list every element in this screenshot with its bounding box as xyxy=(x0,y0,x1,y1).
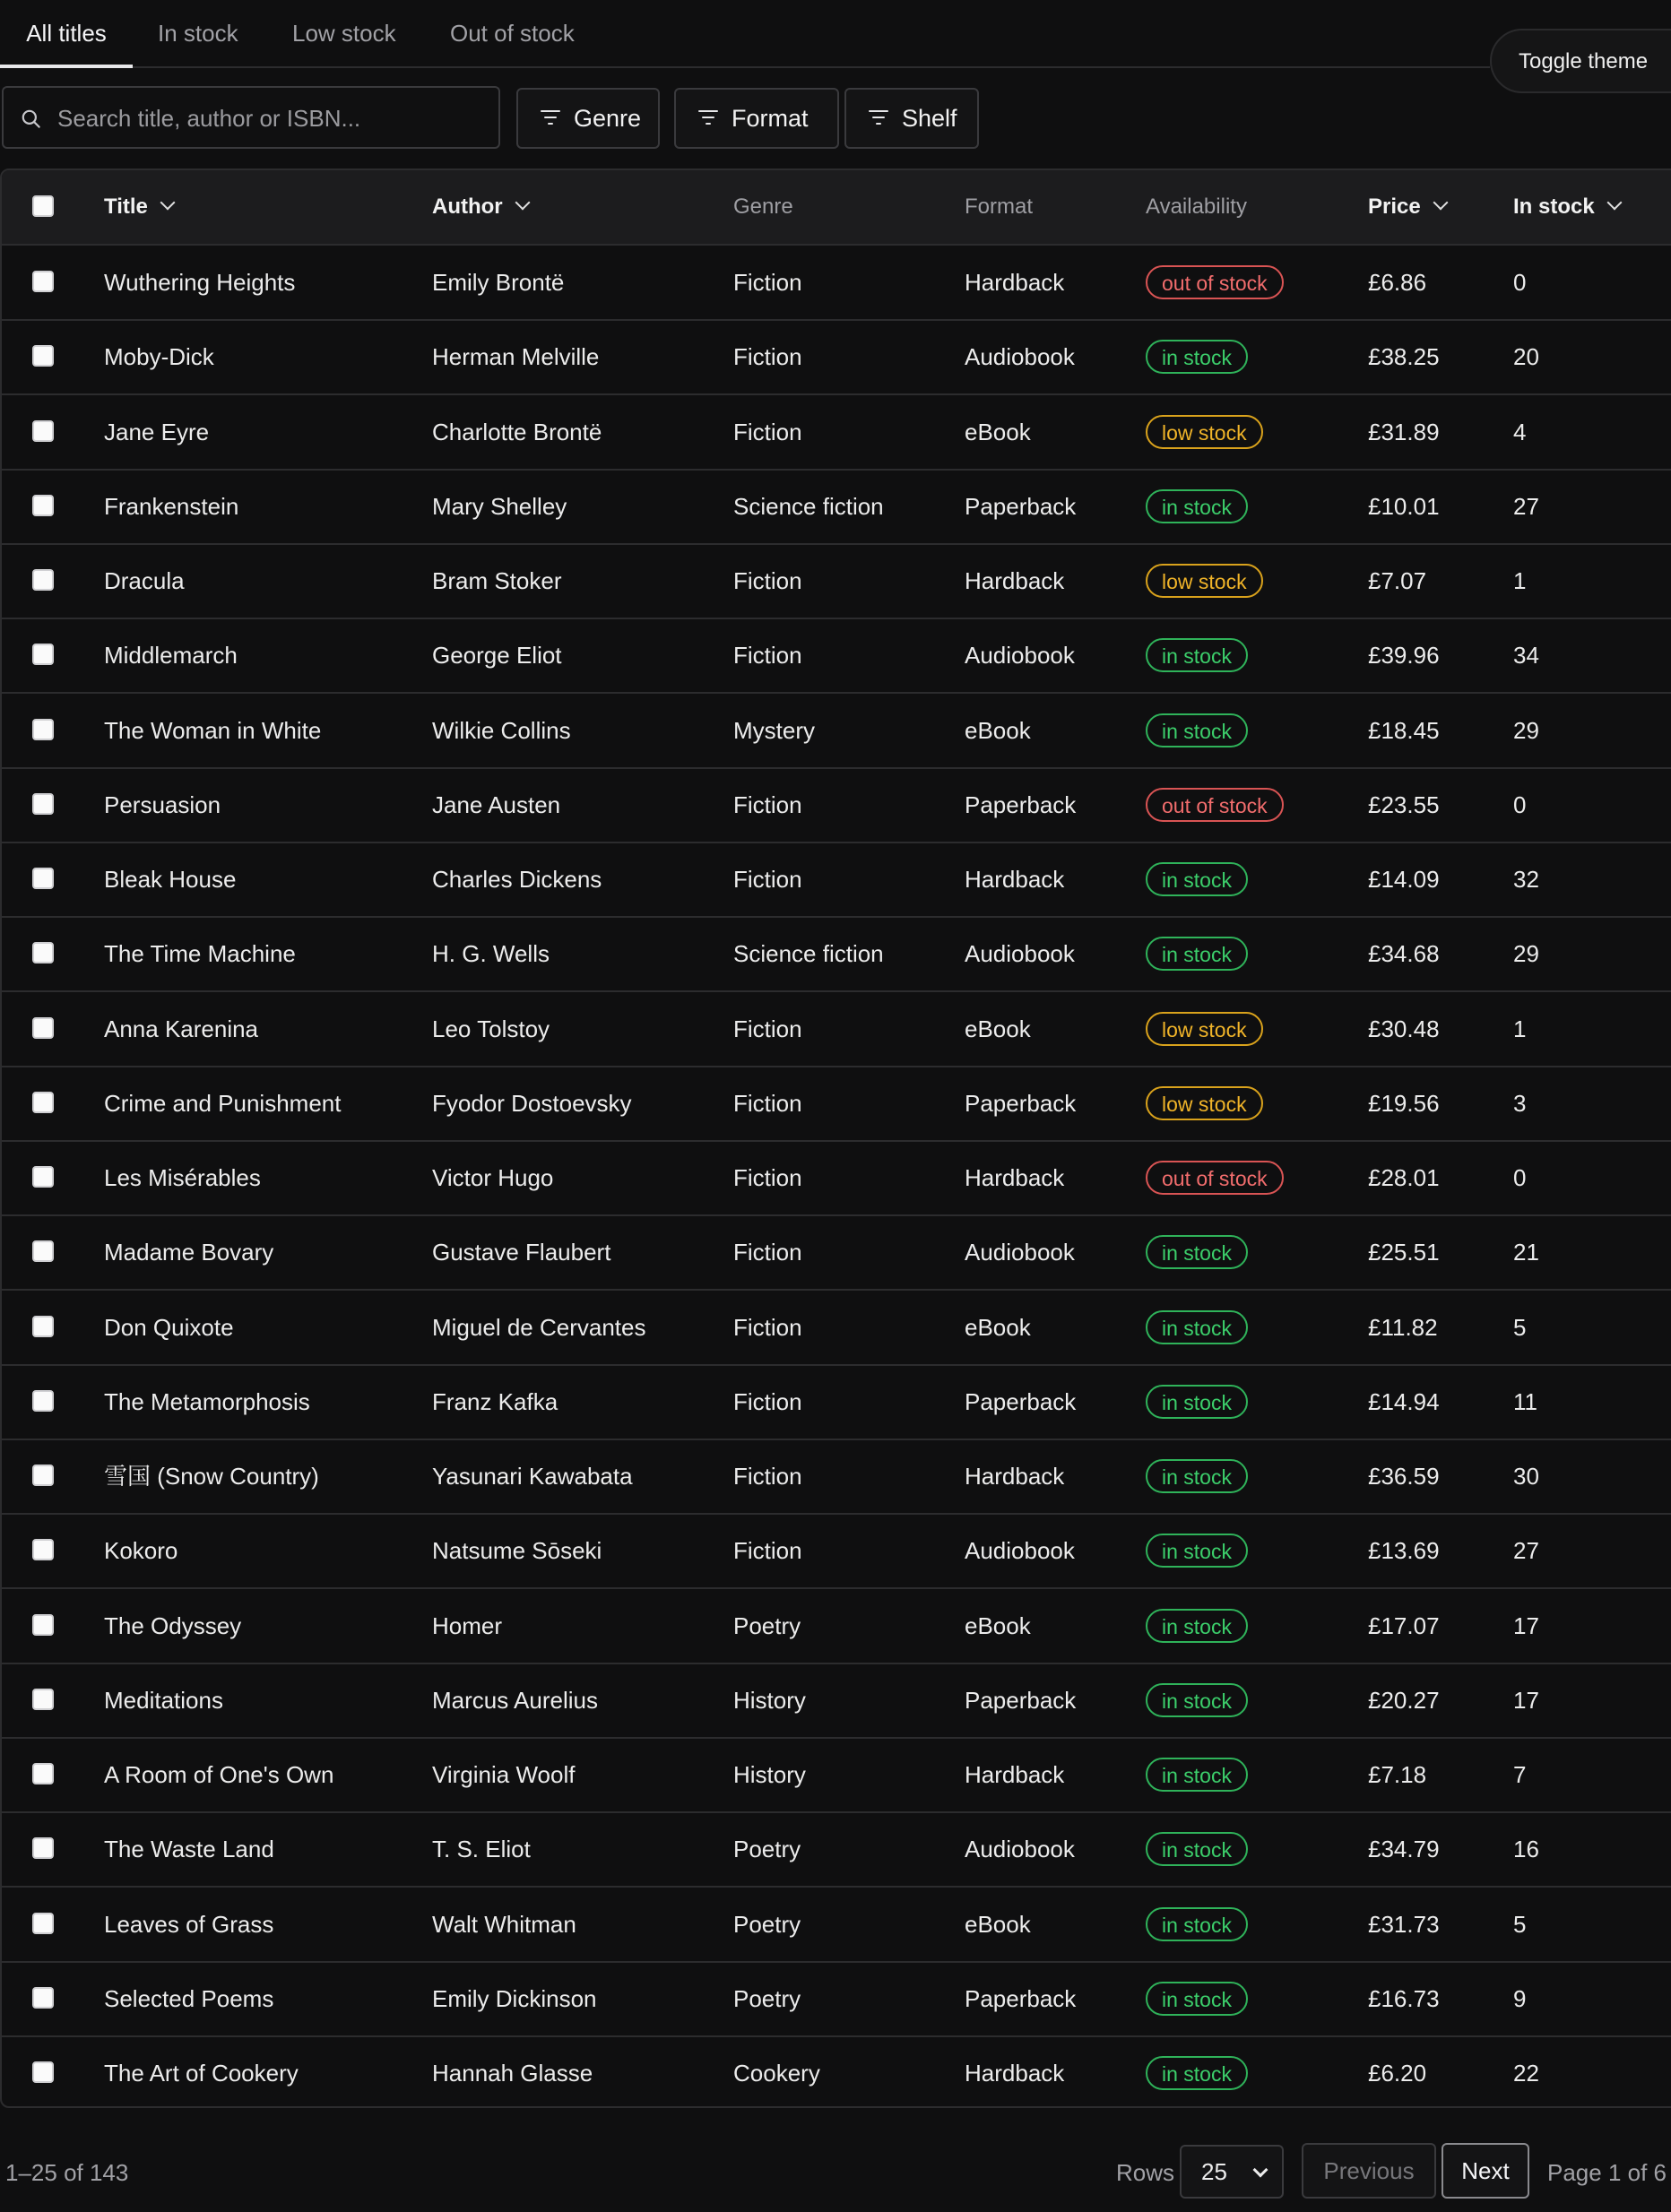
cell-availability xyxy=(1146,1962,1248,2035)
cell-in-stock: 5 xyxy=(1513,1910,1527,1938)
table-row[interactable] xyxy=(2,1439,1671,1515)
cell-author: Natsume Sōseki xyxy=(432,1537,602,1565)
cell-genre: Fiction xyxy=(733,791,802,818)
cell-title: Kokoro xyxy=(104,1537,178,1565)
cell-in-stock: 22 xyxy=(1513,2060,1539,2087)
cell-title: Leaves of Grass xyxy=(104,1910,274,1938)
cell-format: Paperback xyxy=(965,1387,1077,1415)
cell-author: Homer xyxy=(432,1611,503,1639)
cell-format: Hardback xyxy=(965,1761,1065,1788)
cell-title: Wuthering Heights xyxy=(104,269,296,296)
row-checkbox[interactable] xyxy=(32,1166,54,1188)
cell-title: Crime and Punishment xyxy=(104,1089,342,1117)
cell-genre: Poetry xyxy=(733,1910,801,1938)
cell-genre: Poetry xyxy=(733,1836,801,1863)
chevron-down-icon xyxy=(160,195,175,211)
cell-in-stock: 1 xyxy=(1513,567,1527,594)
cell-author: H. G. Wells xyxy=(432,940,550,968)
status-badge: in stock xyxy=(1146,1982,1248,2016)
table-row[interactable] xyxy=(2,1141,1671,1216)
cell-in-stock: 4 xyxy=(1513,418,1527,445)
cell-price: £36.59 xyxy=(1368,1463,1440,1490)
column-in-stock-label: In stock xyxy=(1513,194,1595,219)
status-badge: in stock xyxy=(1146,937,1248,971)
status-badge: low stock xyxy=(1146,1012,1263,1046)
cell-availability xyxy=(1146,1365,1248,1439)
cell-price: £17.07 xyxy=(1368,1611,1440,1639)
table-row[interactable] xyxy=(2,395,1671,471)
cell-format: Hardback xyxy=(965,866,1065,893)
cell-title: A Room of One's Own xyxy=(104,1761,334,1788)
cell-genre: Fiction xyxy=(733,269,802,296)
search-icon xyxy=(20,108,43,131)
table-row[interactable] xyxy=(2,1067,1671,1142)
cell-format: Hardback xyxy=(965,1463,1065,1490)
row-checkbox[interactable] xyxy=(32,1987,54,2009)
cell-in-stock: 34 xyxy=(1513,642,1539,670)
tab-low-stock[interactable]: Low stock xyxy=(292,20,396,47)
row-checkbox[interactable] xyxy=(32,868,54,889)
cell-title: Bleak House xyxy=(104,866,237,893)
cell-genre: Fiction xyxy=(733,343,802,371)
row-checkbox[interactable] xyxy=(32,1390,54,1412)
cell-genre: Fiction xyxy=(733,866,802,893)
cell-availability xyxy=(1146,992,1263,1066)
status-badge: out of stock xyxy=(1146,788,1284,822)
status-badge: in stock xyxy=(1146,713,1248,747)
toggle-theme-button[interactable]: Toggle theme xyxy=(1490,29,1671,93)
cell-format: Audiobook xyxy=(965,940,1075,968)
cell-format: Paperback xyxy=(965,1686,1077,1714)
status-badge: out of stock xyxy=(1146,265,1284,299)
cell-title: Don Quixote xyxy=(104,1313,234,1341)
cell-availability xyxy=(1146,842,1248,916)
cell-author: Franz Kafka xyxy=(432,1387,558,1415)
column-header-genre: Genre xyxy=(733,194,793,219)
cell-author: Miguel de Cervantes xyxy=(432,1313,646,1341)
row-checkbox[interactable] xyxy=(32,719,54,740)
status-badge: low stock xyxy=(1146,415,1263,449)
filter-icon xyxy=(868,108,889,127)
cell-title: The Art of Cookery xyxy=(104,2060,299,2087)
table-row[interactable] xyxy=(2,1663,1671,1739)
table-header xyxy=(2,170,1671,246)
row-checkbox[interactable] xyxy=(32,1913,54,1934)
column-title-label: Title xyxy=(104,194,148,219)
cell-price: £6.20 xyxy=(1368,2060,1427,2087)
column-author-label: Author xyxy=(432,194,503,219)
status-badge: in stock xyxy=(1146,1385,1248,1419)
cell-price: £23.55 xyxy=(1368,791,1440,818)
cell-genre: Fiction xyxy=(733,642,802,670)
cell-price: £31.89 xyxy=(1368,418,1440,445)
table-row[interactable] xyxy=(2,917,1671,992)
cell-title: Anna Karenina xyxy=(104,1015,259,1042)
status-badge: in stock xyxy=(1146,1683,1248,1717)
table-row[interactable] xyxy=(2,1514,1671,1589)
cell-price: £38.25 xyxy=(1368,343,1440,371)
cell-availability xyxy=(1146,917,1248,990)
cell-in-stock: 30 xyxy=(1513,1463,1539,1490)
column-header-author[interactable] xyxy=(432,170,528,244)
result-range: 1–25 of 143 xyxy=(5,2159,129,2186)
cell-format: Hardback xyxy=(965,269,1065,296)
cell-price: £10.01 xyxy=(1368,492,1440,520)
genre-filter-label: Genre xyxy=(574,105,642,132)
table-row[interactable] xyxy=(2,1962,1671,2037)
row-checkbox[interactable] xyxy=(32,1092,54,1113)
cell-in-stock: 5 xyxy=(1513,1313,1527,1341)
rows-per-page-value: 25 xyxy=(1201,2158,1227,2185)
cell-in-stock: 0 xyxy=(1513,791,1527,818)
cell-availability xyxy=(1146,246,1284,319)
cell-genre: Fiction xyxy=(733,1387,802,1415)
status-badge: in stock xyxy=(1146,1235,1248,1269)
cell-author: T. S. Eliot xyxy=(432,1836,531,1863)
select-all-checkbox[interactable] xyxy=(32,195,54,217)
cell-title: The Odyssey xyxy=(104,1611,242,1639)
cell-availability xyxy=(1146,1439,1248,1513)
cell-genre: Cookery xyxy=(733,2060,820,2087)
cell-availability xyxy=(1146,1514,1248,1587)
status-badge: in stock xyxy=(1146,1534,1248,1568)
search-box xyxy=(2,86,500,149)
row-checkbox[interactable] xyxy=(32,1837,54,1859)
cell-format: eBook xyxy=(965,1611,1031,1639)
cell-author: Yasunari Kawabata xyxy=(432,1463,633,1490)
cell-price: £28.01 xyxy=(1368,1164,1440,1191)
cell-title: 雪国 (Snow Country) xyxy=(104,1463,319,1490)
cell-availability xyxy=(1146,470,1248,543)
table-row[interactable] xyxy=(2,768,1671,843)
table-row[interactable] xyxy=(2,1812,1671,1888)
cell-in-stock: 21 xyxy=(1513,1239,1539,1266)
row-checkbox[interactable] xyxy=(32,1316,54,1337)
cell-format: Paperback xyxy=(965,1089,1077,1117)
row-checkbox[interactable] xyxy=(32,345,54,367)
cell-author: Virginia Woolf xyxy=(432,1761,576,1788)
cell-in-stock: 27 xyxy=(1513,1537,1539,1565)
row-checkbox[interactable] xyxy=(32,1539,54,1560)
table-row[interactable] xyxy=(2,992,1671,1067)
table-row[interactable] xyxy=(2,618,1671,694)
tab-out-of-stock[interactable]: Out of stock xyxy=(450,20,575,47)
cell-price: £19.56 xyxy=(1368,1089,1440,1117)
cell-author: Mary Shelley xyxy=(432,492,567,520)
cell-format: Paperback xyxy=(965,791,1077,818)
cell-title: Madame Bovary xyxy=(104,1239,274,1266)
row-checkbox[interactable] xyxy=(32,495,54,516)
cell-title: Persuasion xyxy=(104,791,221,818)
row-checkbox[interactable] xyxy=(32,1689,54,1710)
row-checkbox[interactable] xyxy=(32,2061,54,2083)
tab-in-stock[interactable]: In stock xyxy=(158,20,238,47)
cell-price: £14.94 xyxy=(1368,1387,1440,1415)
cell-price: £6.86 xyxy=(1368,269,1427,296)
status-badge: in stock xyxy=(1146,1832,1248,1866)
cell-availability xyxy=(1146,1215,1248,1289)
cell-availability xyxy=(1146,1141,1284,1214)
row-checkbox[interactable] xyxy=(32,1017,54,1039)
cell-title: The Woman in White xyxy=(104,716,322,744)
cell-title: Middlemarch xyxy=(104,642,238,670)
cell-price: £34.68 xyxy=(1368,940,1440,968)
table-row[interactable] xyxy=(2,544,1671,619)
table-row[interactable] xyxy=(2,1888,1671,1963)
cell-title: Selected Poems xyxy=(104,1984,274,2012)
format-filter-label: Format xyxy=(732,105,809,132)
row-checkbox[interactable] xyxy=(32,1614,54,1636)
books-table xyxy=(0,168,1671,2108)
genre-filter-button[interactable] xyxy=(516,88,660,149)
cell-author: Herman Melville xyxy=(432,343,600,371)
format-filter-button[interactable] xyxy=(674,88,839,149)
cell-genre: Fiction xyxy=(733,1164,802,1191)
cell-in-stock: 0 xyxy=(1513,269,1527,296)
cell-genre: History xyxy=(733,1686,806,1714)
table-row[interactable] xyxy=(2,1291,1671,1366)
chevron-down-icon xyxy=(1253,2163,1268,2178)
cell-in-stock: 0 xyxy=(1513,1164,1527,1191)
cell-format: Paperback xyxy=(965,1984,1077,2012)
status-badge: low stock xyxy=(1146,1086,1263,1120)
previous-page-button[interactable]: Previous xyxy=(1302,2143,1436,2199)
column-header-title[interactable] xyxy=(104,170,173,244)
tab-bar xyxy=(0,0,1490,68)
cell-format: eBook xyxy=(965,1313,1031,1341)
cell-format: Hardback xyxy=(965,567,1065,594)
cell-genre: Poetry xyxy=(733,1611,801,1639)
cell-price: £34.79 xyxy=(1368,1836,1440,1863)
row-checkbox[interactable] xyxy=(32,1465,54,1486)
cell-in-stock: 1 xyxy=(1513,1015,1527,1042)
cell-genre: Fiction xyxy=(733,1089,802,1117)
cell-title: Les Misérables xyxy=(104,1164,261,1191)
row-checkbox[interactable] xyxy=(32,569,54,591)
table-row[interactable] xyxy=(2,470,1671,545)
row-checkbox[interactable] xyxy=(32,942,54,963)
cell-title: Meditations xyxy=(104,1686,223,1714)
row-checkbox[interactable] xyxy=(32,793,54,815)
cell-format: eBook xyxy=(965,1910,1031,1938)
cell-author: George Eliot xyxy=(432,642,562,670)
cell-availability xyxy=(1146,320,1248,393)
column-header-price[interactable] xyxy=(1368,170,1446,244)
cell-price: £31.73 xyxy=(1368,1910,1440,1938)
cell-format: eBook xyxy=(965,716,1031,744)
cell-availability xyxy=(1146,1291,1248,1364)
rows-per-page-select[interactable] xyxy=(1180,2145,1284,2199)
filter-icon xyxy=(697,108,719,127)
cell-author: Victor Hugo xyxy=(432,1164,554,1191)
cell-format: Paperback xyxy=(965,492,1077,520)
table-row[interactable] xyxy=(2,2036,1671,2108)
cell-availability xyxy=(1146,1738,1248,1811)
cell-availability xyxy=(1146,544,1263,618)
cell-title: The Time Machine xyxy=(104,940,296,968)
cell-format: Audiobook xyxy=(965,642,1075,670)
cell-price: £30.48 xyxy=(1368,1015,1440,1042)
cell-author: Marcus Aurelius xyxy=(432,1686,598,1714)
cell-in-stock: 9 xyxy=(1513,1984,1527,2012)
row-checkbox[interactable] xyxy=(32,1763,54,1784)
status-badge: in stock xyxy=(1146,1310,1248,1344)
cell-availability xyxy=(1146,2036,1248,2108)
cell-price: £11.82 xyxy=(1368,1313,1438,1341)
cell-author: Wilkie Collins xyxy=(432,716,571,744)
cell-format: Hardback xyxy=(965,1164,1065,1191)
cell-availability xyxy=(1146,768,1284,842)
cell-availability xyxy=(1146,1663,1248,1737)
status-badge: low stock xyxy=(1146,564,1263,598)
chevron-down-icon xyxy=(515,195,530,211)
filter-icon xyxy=(540,108,561,127)
cell-in-stock: 3 xyxy=(1513,1089,1527,1117)
cell-in-stock: 29 xyxy=(1513,940,1539,968)
cell-in-stock: 17 xyxy=(1513,1686,1539,1714)
cell-author: Emily Dickinson xyxy=(432,1984,597,2012)
table-row[interactable] xyxy=(2,1738,1671,1813)
cell-price: £20.27 xyxy=(1368,1686,1440,1714)
row-checkbox[interactable] xyxy=(32,1240,54,1262)
cell-author: Fyodor Dostoevsky xyxy=(432,1089,632,1117)
cell-title: The Metamorphosis xyxy=(104,1387,310,1415)
status-badge: in stock xyxy=(1146,1459,1248,1493)
cell-price: £7.18 xyxy=(1368,1761,1427,1788)
cell-genre: Science fiction xyxy=(733,940,884,968)
next-page-button[interactable]: Next xyxy=(1442,2143,1529,2199)
cell-availability xyxy=(1146,618,1248,692)
cell-title: Moby-Dick xyxy=(104,343,214,371)
status-badge: in stock xyxy=(1146,1907,1248,1941)
cell-in-stock: 20 xyxy=(1513,343,1539,371)
status-badge: in stock xyxy=(1146,2056,1248,2090)
cell-genre: History xyxy=(733,1761,806,1788)
cell-format: eBook xyxy=(965,418,1031,445)
cell-title: Frankenstein xyxy=(104,492,239,520)
cell-in-stock: 17 xyxy=(1513,1611,1539,1639)
row-checkbox[interactable] xyxy=(32,271,54,292)
search-input[interactable] xyxy=(56,88,489,149)
status-badge: in stock xyxy=(1146,1758,1248,1792)
row-checkbox[interactable] xyxy=(32,420,54,442)
cell-in-stock: 32 xyxy=(1513,866,1539,893)
cell-in-stock: 11 xyxy=(1513,1387,1537,1415)
cell-genre: Poetry xyxy=(733,1984,801,2012)
status-badge: in stock xyxy=(1146,862,1248,896)
cell-availability xyxy=(1146,1888,1248,1961)
cell-author: Hannah Glasse xyxy=(432,2060,593,2087)
cell-title: Dracula xyxy=(104,567,185,594)
cell-genre: Fiction xyxy=(733,1015,802,1042)
cell-author: Walt Whitman xyxy=(432,1910,576,1938)
cell-in-stock: 7 xyxy=(1513,1761,1527,1788)
column-header-format: Format xyxy=(965,194,1034,219)
row-checkbox[interactable] xyxy=(32,644,54,665)
table-row[interactable] xyxy=(2,1215,1671,1291)
chevron-down-icon xyxy=(1433,195,1448,211)
cell-format: eBook xyxy=(965,1015,1031,1042)
table-row[interactable] xyxy=(2,842,1671,918)
cell-genre: Fiction xyxy=(733,567,802,594)
column-price-label: Price xyxy=(1368,194,1421,219)
column-header-in-stock[interactable] xyxy=(1513,170,1620,244)
shelf-filter-label: Shelf xyxy=(902,105,957,132)
cell-genre: Fiction xyxy=(733,1463,802,1490)
cell-in-stock: 27 xyxy=(1513,492,1539,520)
cell-price: £25.51 xyxy=(1368,1239,1440,1266)
cell-availability xyxy=(1146,1812,1248,1886)
cell-genre: Fiction xyxy=(733,1313,802,1341)
status-badge: out of stock xyxy=(1146,1161,1284,1195)
table-row[interactable] xyxy=(2,1589,1671,1664)
cell-format: Audiobook xyxy=(965,1836,1075,1863)
rows-per-page-label: Rows xyxy=(1116,2159,1175,2186)
cell-genre: Fiction xyxy=(733,418,802,445)
cell-in-stock: 16 xyxy=(1513,1836,1539,1863)
status-badge: in stock xyxy=(1146,489,1248,523)
cell-author: Charles Dickens xyxy=(432,866,602,893)
tab-all-titles[interactable]: All titles xyxy=(0,0,133,66)
cell-author: Jane Austen xyxy=(432,791,561,818)
cell-format: Hardback xyxy=(965,2060,1065,2087)
cell-format: Audiobook xyxy=(965,343,1075,371)
cell-author: Leo Tolstoy xyxy=(432,1015,550,1042)
cell-format: Audiobook xyxy=(965,1239,1075,1266)
table-row[interactable] xyxy=(2,1365,1671,1440)
cell-genre: Mystery xyxy=(733,716,815,744)
cell-format: Audiobook xyxy=(965,1537,1075,1565)
cell-genre: Science fiction xyxy=(733,492,884,520)
cell-genre: Fiction xyxy=(733,1537,802,1565)
page-indicator: Page 1 of 6 xyxy=(1547,2159,1667,2186)
cell-price: £39.96 xyxy=(1368,642,1440,670)
cell-author: Charlotte Brontë xyxy=(432,418,602,445)
column-header-availability: Availability xyxy=(1146,194,1247,219)
chevron-down-icon xyxy=(1606,195,1622,211)
shelf-filter-button[interactable] xyxy=(844,88,979,149)
table-row[interactable] xyxy=(2,694,1671,769)
cell-availability xyxy=(1146,1067,1263,1140)
status-badge: in stock xyxy=(1146,638,1248,672)
cell-availability xyxy=(1146,395,1263,469)
cell-in-stock: 29 xyxy=(1513,716,1539,744)
cell-author: Bram Stoker xyxy=(432,567,562,594)
cell-author: Gustave Flaubert xyxy=(432,1239,611,1266)
cell-title: The Waste Land xyxy=(104,1836,274,1863)
cell-price: £16.73 xyxy=(1368,1984,1440,2012)
cell-availability xyxy=(1146,1589,1248,1663)
cell-genre: Fiction xyxy=(733,1239,802,1266)
cell-price: £13.69 xyxy=(1368,1537,1440,1565)
cell-price: £18.45 xyxy=(1368,716,1440,744)
table-row[interactable] xyxy=(2,246,1671,321)
cell-author: Emily Brontë xyxy=(432,269,565,296)
cell-availability xyxy=(1146,694,1248,767)
cell-price: £14.09 xyxy=(1368,866,1440,893)
status-badge: in stock xyxy=(1146,1609,1248,1643)
table-row[interactable] xyxy=(2,320,1671,395)
cell-price: £7.07 xyxy=(1368,567,1427,594)
status-badge: in stock xyxy=(1146,340,1248,374)
cell-title: Jane Eyre xyxy=(104,418,210,445)
